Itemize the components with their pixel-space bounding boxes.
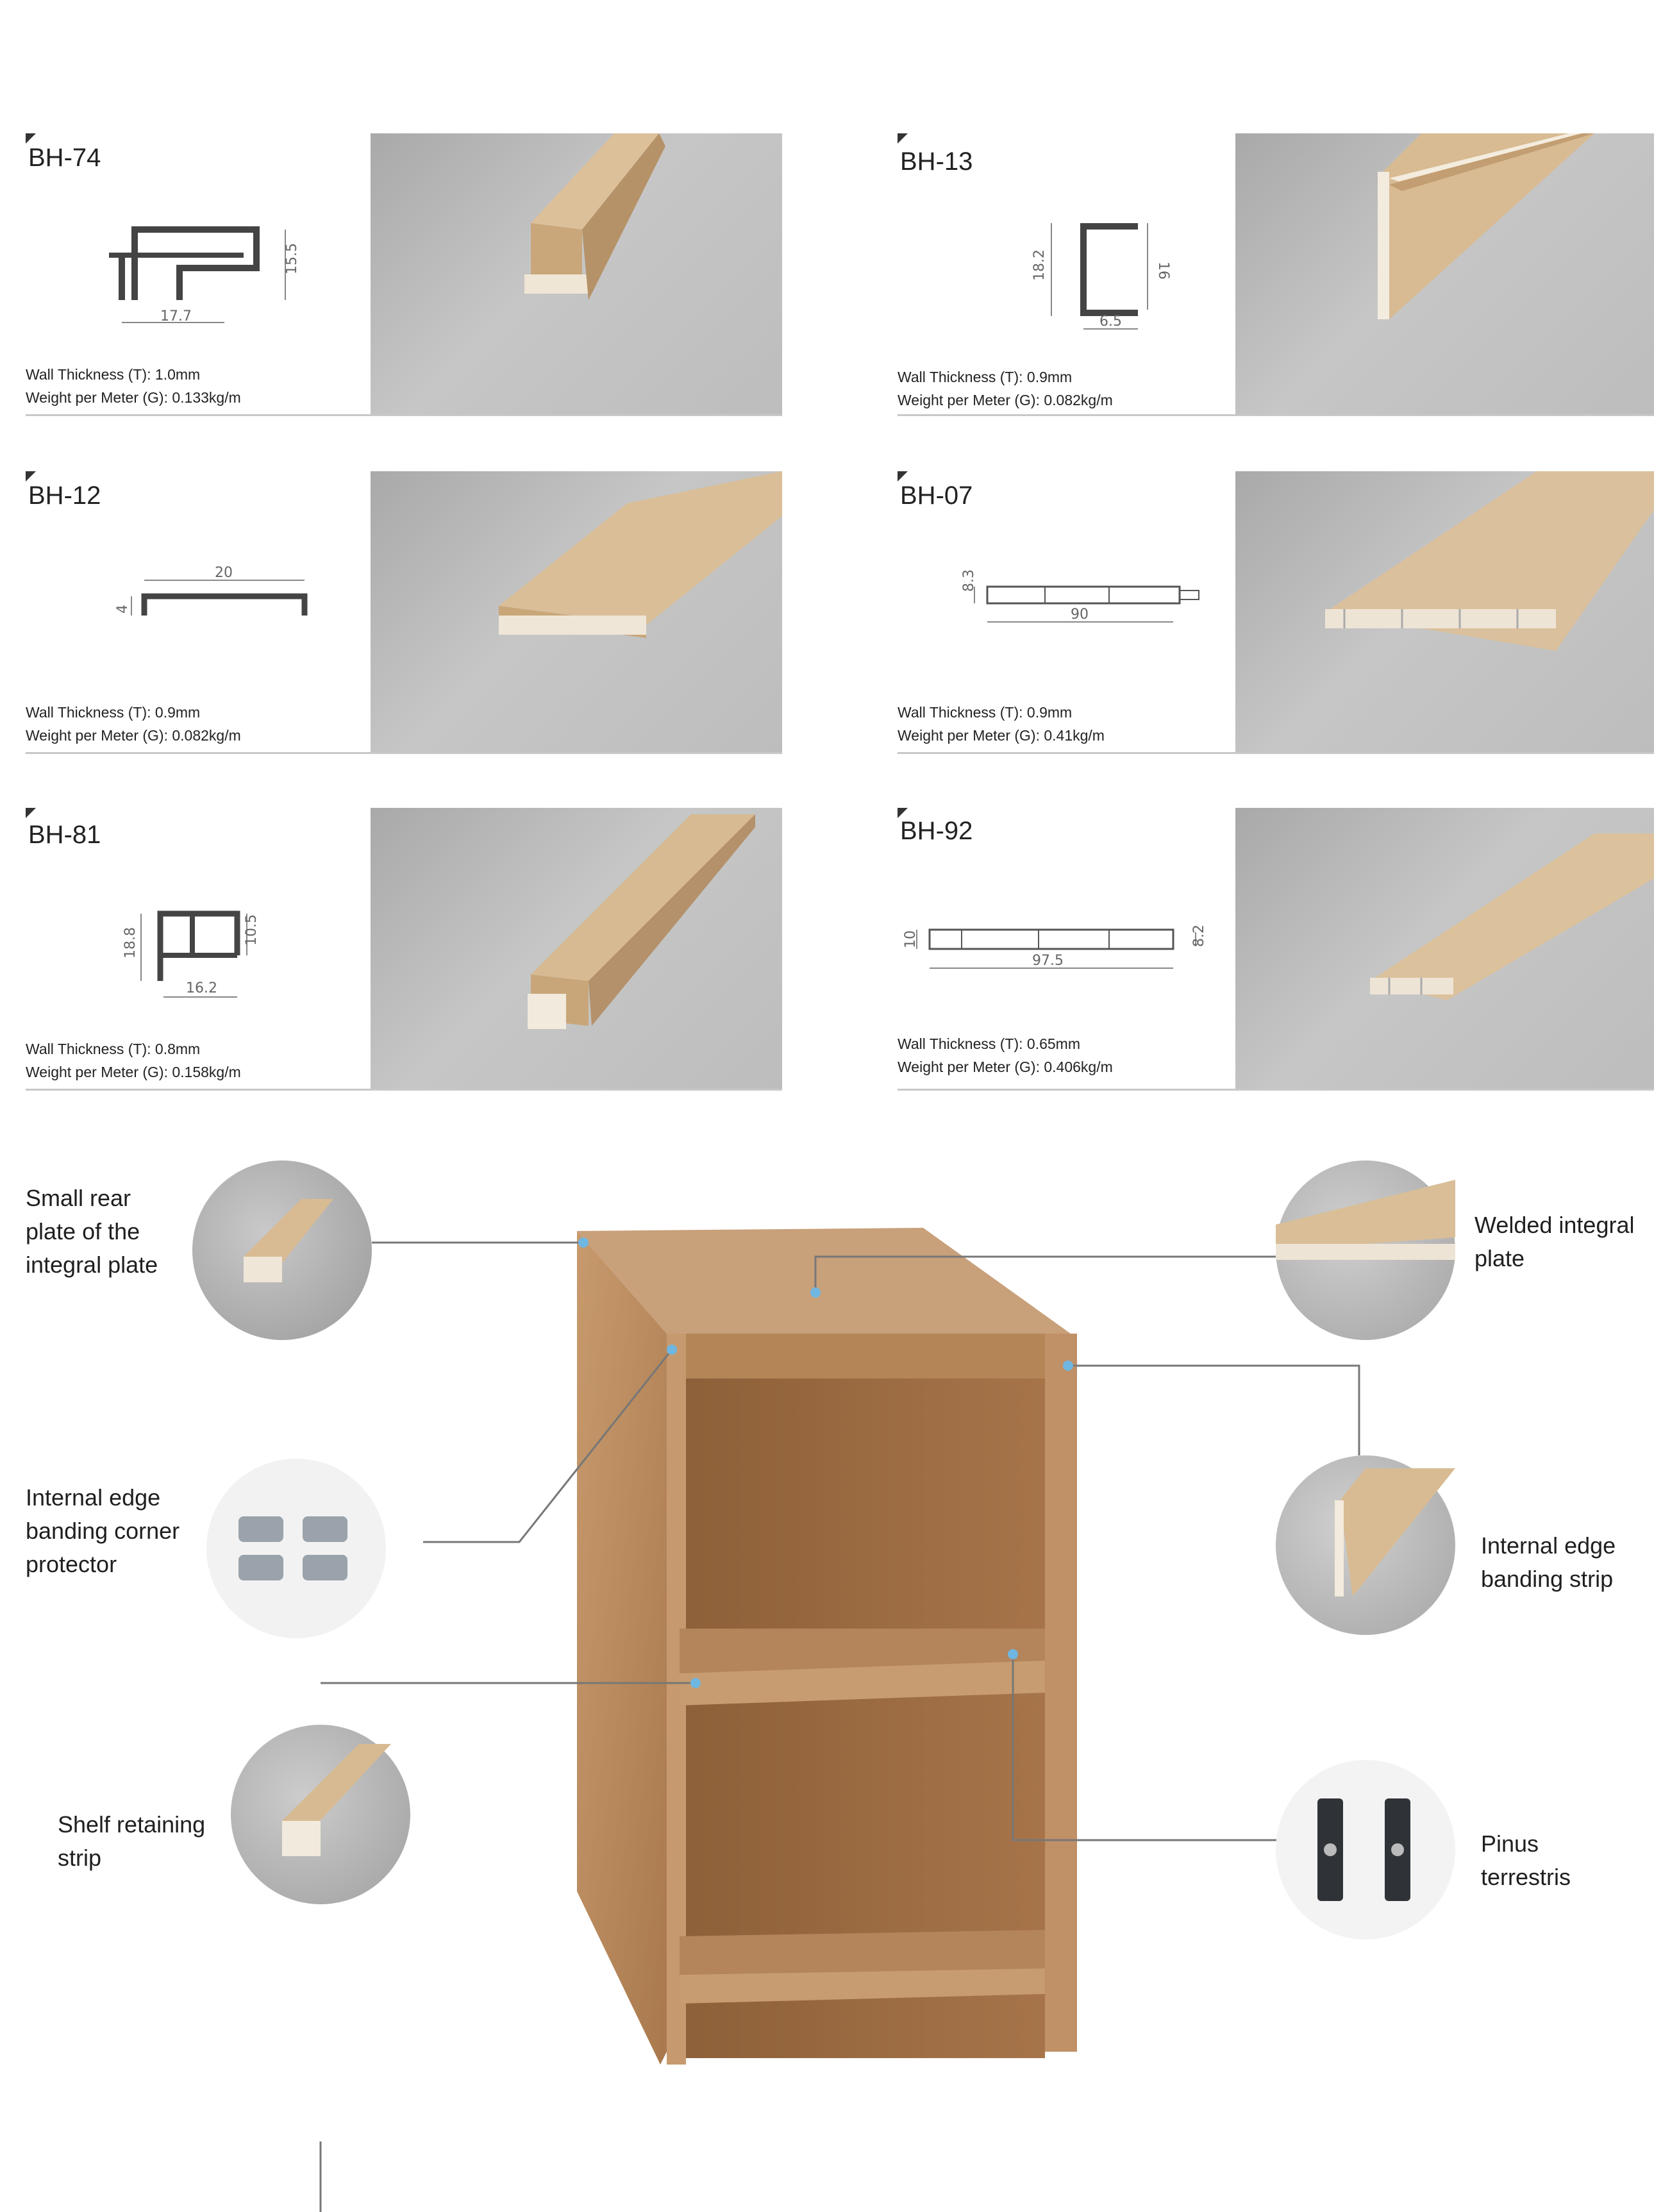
weight-per-meter: Weight per Meter (G): 0.082kg/m	[26, 727, 241, 744]
cross-section-drawing	[903, 878, 1218, 1007]
dim-width: 90	[1071, 607, 1089, 623]
dim-width: 16.2	[186, 980, 217, 996]
divider	[26, 414, 782, 416]
label-welded-plate: Welded integral plate	[1474, 1212, 1635, 1271]
weight-per-meter: Weight per Meter (G): 0.082kg/m	[898, 392, 1113, 408]
cross-section-drawing	[955, 542, 1199, 670]
label-shelf-strip: Shelf retaining strip	[58, 1811, 206, 1871]
cross-section-drawing	[83, 542, 327, 670]
weight-per-meter: Weight per Meter (G): 0.133kg/m	[26, 389, 241, 406]
callout-image-shelf-strip	[231, 1725, 410, 1904]
dim-lip: 6.5	[1099, 314, 1122, 330]
callout-image-edge-strip	[1276, 1455, 1455, 1635]
corner-mark	[26, 471, 36, 482]
profile-photo	[371, 808, 782, 1089]
dim-height: 15.5	[284, 243, 300, 274]
label-corner-protector: Internal edge banding corner protector	[26, 1484, 180, 1577]
weight-per-meter: Weight per Meter (G): 0.158kg/m	[26, 1064, 241, 1080]
dim-height: 8.3	[961, 569, 977, 592]
profile-code: BH-13	[900, 147, 973, 176]
divider	[26, 752, 782, 754]
profile-photo	[371, 471, 782, 752]
profile-card	[898, 808, 1654, 1096]
cross-section-drawing	[955, 204, 1199, 332]
profile-code: BH-07	[900, 482, 973, 510]
callout-image-pinus	[1276, 1760, 1455, 1940]
label-pinus: Pinus terrestris	[1481, 1831, 1571, 1890]
weight-per-meter: Weight per Meter (G): 0.41kg/m	[898, 727, 1105, 744]
weight-per-meter: Weight per Meter (G): 0.406kg/m	[898, 1059, 1113, 1075]
dim-height-inner: 16	[1155, 262, 1171, 280]
profile-card	[898, 133, 1654, 422]
profile-card	[898, 471, 1654, 760]
divider	[898, 414, 1654, 416]
profile-photo	[1235, 471, 1654, 752]
corner-mark	[26, 133, 36, 144]
profile-card	[26, 133, 782, 422]
cross-section-drawing	[83, 204, 327, 332]
label-rear-plate: Small rear plate of the integral plate	[26, 1185, 158, 1278]
profile-photo	[1235, 133, 1654, 414]
profile-card	[26, 808, 782, 1096]
dim-height-right: 8.2	[1191, 925, 1207, 947]
callout-image-welded-plate	[1276, 1160, 1455, 1340]
corner-mark	[898, 471, 908, 482]
dim-height: 18.2	[1032, 249, 1048, 281]
divider	[26, 1089, 782, 1091]
profile-code: BH-92	[900, 817, 973, 845]
divider	[898, 752, 1654, 754]
dim-height: 18.8	[122, 927, 138, 959]
dim-width: 20	[215, 565, 233, 581]
profile-photo	[371, 133, 782, 414]
wall-thickness: Wall Thickness (T): 0.65mm	[898, 1035, 1080, 1052]
wall-thickness: Wall Thickness (T): 0.9mm	[26, 704, 201, 721]
wall-thickness: Wall Thickness (T): 1.0mm	[26, 366, 201, 383]
dim-height-inner: 10.5	[244, 914, 260, 946]
profile-code: BH-81	[28, 821, 101, 849]
callout-image-rear-plate	[192, 1160, 372, 1340]
wall-thickness: Wall Thickness (T): 0.9mm	[898, 369, 1073, 385]
wall-thickness: Wall Thickness (T): 0.9mm	[898, 704, 1073, 721]
callout-image-corner-protector	[206, 1459, 386, 1638]
corner-mark	[898, 133, 908, 144]
divider	[898, 1089, 1654, 1091]
profile-photo	[1235, 808, 1654, 1089]
label-edge-strip: Internal edge banding strip	[1481, 1532, 1616, 1592]
wall-thickness: Wall Thickness (T): 0.8mm	[26, 1041, 201, 1057]
profile-card	[26, 471, 782, 760]
cross-section-drawing	[83, 878, 327, 1007]
dim-height: 4	[115, 605, 131, 614]
profile-code: BH-12	[28, 482, 101, 510]
dim-width: 97.5	[1032, 953, 1064, 969]
dim-height: 10	[903, 930, 919, 948]
dim-width: 17.7	[160, 308, 192, 324]
profile-code: BH-74	[28, 144, 101, 172]
corner-mark	[26, 808, 36, 818]
